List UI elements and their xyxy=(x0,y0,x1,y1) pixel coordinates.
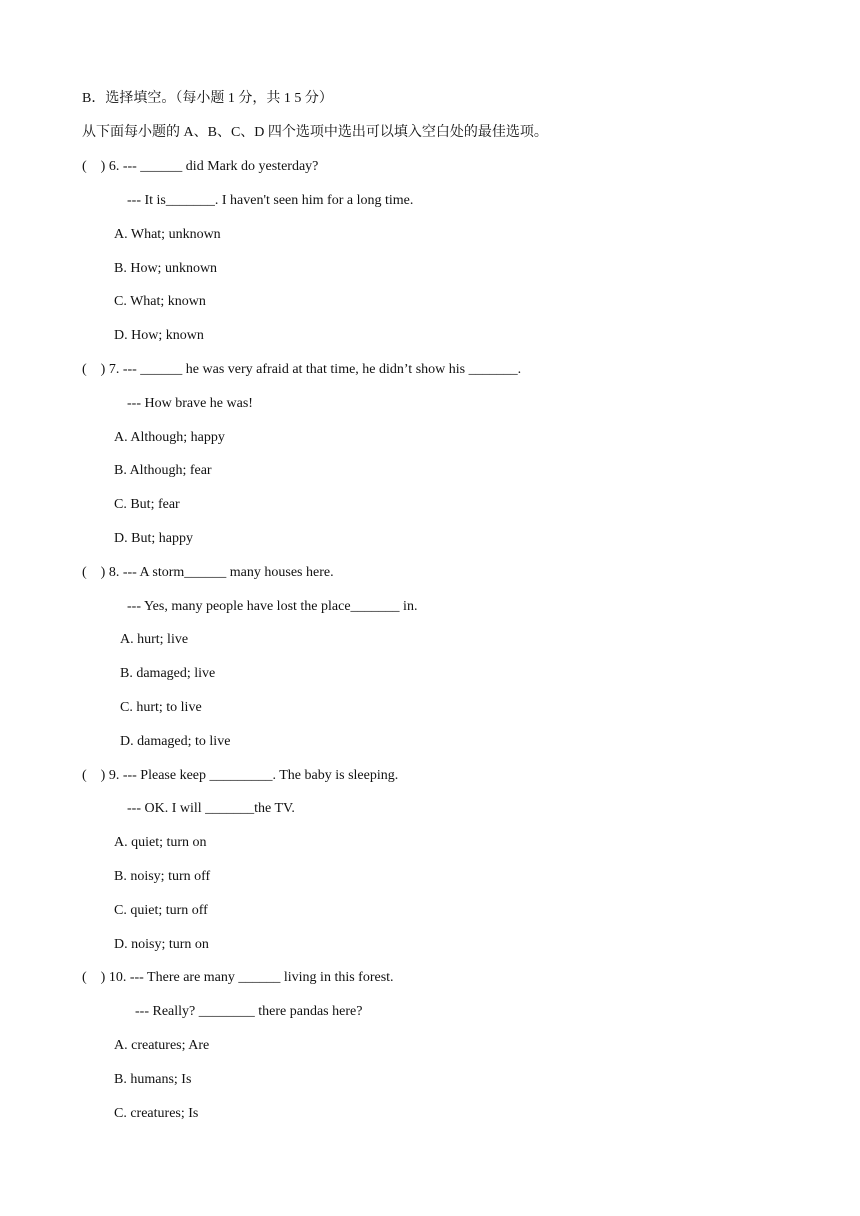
question-10-option-a: A. creatures; Are xyxy=(114,1038,210,1053)
question-10-option-c: C. creatures; Is xyxy=(114,1106,199,1121)
question-10-option-b: B. humans; Is xyxy=(114,1072,192,1087)
question-9-option-d: D. noisy; turn on xyxy=(114,937,209,952)
question-9-prompt: ( ) 9. --- Please keep _________. The baby is sleeping. xyxy=(82,768,399,783)
question-10-prompt: ( ) 10. --- There are many ______ living in this forest. xyxy=(82,970,394,985)
question-8-prompt: ( ) 8. --- A storm______ many houses here. xyxy=(82,565,334,580)
question-9-option-c: C. quiet; turn off xyxy=(114,903,208,918)
section-heading: B．选择填空。（每小题 1 分，共 1 5 分） xyxy=(82,91,333,106)
question-10-reply: --- Really? ________ there pandas here? xyxy=(135,1004,363,1019)
question-6-prompt: ( ) 6. --- ______ did Mark do yesterday? xyxy=(82,159,319,174)
question-9-option-b: B. noisy; turn off xyxy=(114,869,211,884)
section-instruction: 从下面每小题的 A、B、C、D 四个选项中选出可以填入空白处的最佳选项。 xyxy=(82,125,548,140)
question-6-option-c: C. What; known xyxy=(114,294,206,309)
question-7-option-d: D. But; happy xyxy=(114,531,193,546)
question-6-option-a: A. What; unknown xyxy=(114,227,221,242)
question-7-option-c: C. But; fear xyxy=(114,497,180,512)
question-7-prompt: ( ) 7. --- ______ he was very afraid at that time, he didn’t show his _______. xyxy=(82,362,522,377)
question-6-reply: --- It is_______. I haven't seen him for a long time. xyxy=(127,193,414,208)
question-6-option-b: B. How; unknown xyxy=(114,261,218,276)
question-9-reply: --- OK. I will _______the TV. xyxy=(127,801,295,816)
question-8-option-d: D. damaged; to live xyxy=(120,734,231,749)
question-8-reply: --- Yes, many people have lost the place_______ in. xyxy=(127,599,418,614)
question-8-option-a: A. hurt; live xyxy=(120,632,189,647)
question-7-reply: --- How brave he was! xyxy=(127,396,253,411)
question-6-option-d: D. How; known xyxy=(114,328,204,343)
question-9-option-a: A. quiet; turn on xyxy=(114,835,207,850)
question-8-option-c: C. hurt; to live xyxy=(120,700,202,715)
question-8-option-b: B. damaged; live xyxy=(120,666,216,681)
question-7-option-a: A. Although; happy xyxy=(114,430,225,445)
question-7-option-b: B. Although; fear xyxy=(114,463,212,478)
